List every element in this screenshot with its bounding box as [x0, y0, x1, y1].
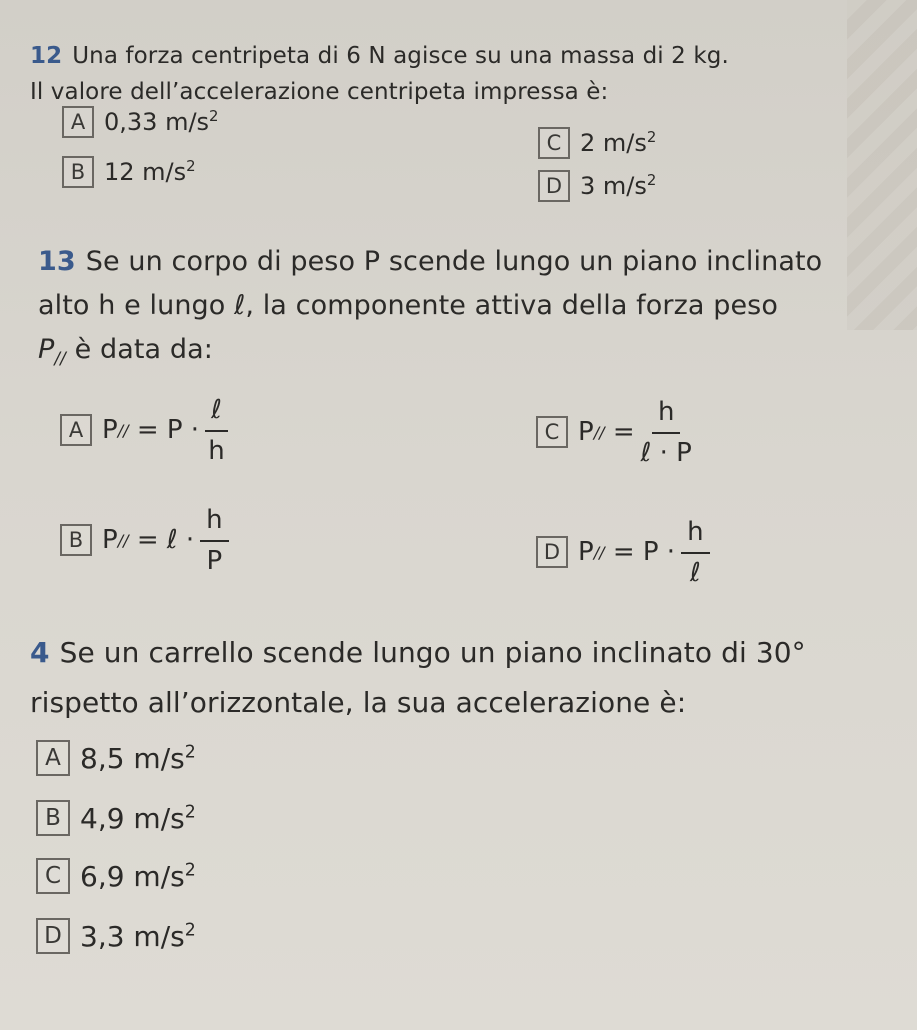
option-value: 3 $m/s^2$ — [580, 171, 657, 200]
question-13-text — [38, 240, 822, 380]
q12-option-d[interactable] — [538, 170, 656, 202]
option-letter: D — [538, 170, 570, 202]
option-letter: A — [62, 106, 94, 138]
q14-option-d[interactable] — [36, 918, 196, 954]
question-14-text — [30, 628, 806, 728]
q14-option-b[interactable] — [36, 800, 196, 836]
question-number: 13 — [38, 246, 76, 277]
option-letter: D — [536, 536, 568, 568]
question-line: Se un carrello scende lungo un piano inclinato di 30° — [59, 636, 806, 669]
page-margin-decoration — [847, 0, 917, 330]
option-letter: B — [60, 524, 92, 556]
q13-option-c[interactable] — [536, 392, 692, 472]
option-value: 12 $m/s^2$ — [104, 157, 196, 186]
q14-option-a[interactable] — [36, 740, 196, 776]
question-line: Se un corpo di peso P scende lungo un piano inclinato — [85, 246, 823, 277]
q12-option-c[interactable] — [538, 127, 656, 159]
option-formula: P // = $\frac{h}{\text{ℓ · P}}$ — [578, 392, 692, 472]
option-letter: A — [60, 414, 92, 446]
question-12-text — [30, 38, 729, 110]
option-letter: B — [62, 156, 94, 188]
q13-option-a[interactable] — [60, 390, 228, 470]
question-line: $P_{//}$ è data da: — [38, 334, 213, 368]
option-letter: B — [36, 800, 70, 836]
q13-option-d[interactable] — [536, 512, 710, 592]
option-letter: C — [36, 858, 70, 894]
question-number: 12 — [30, 43, 63, 69]
q14-option-c[interactable] — [36, 858, 196, 894]
q12-option-a[interactable] — [62, 106, 219, 138]
option-value: 2 $m/s^2$ — [580, 128, 657, 157]
option-formula: P // = P · $\frac{h}{\text{ℓ}}$ — [578, 512, 710, 592]
option-value: 3,3 $m/s^2$ — [80, 919, 196, 953]
option-letter: C — [536, 416, 568, 448]
option-letter: D — [36, 918, 70, 954]
q12-option-b[interactable] — [62, 156, 196, 188]
option-formula: P // = ℓ · $\frac{h}{P}$ — [102, 500, 229, 580]
question-line: alto h e lungo ℓ, la componente attiva della forza peso — [38, 290, 778, 321]
option-formula: P // = P · $\frac{\text{ℓ}}{h}$ — [102, 390, 228, 470]
option-value: 4,9 $m/s^2$ — [80, 801, 196, 835]
question-line: rispetto all’orizzontale, la sua accelerazione è: — [30, 686, 687, 719]
question-line: Il valore dell’accelerazione centripeta impressa è: — [30, 79, 609, 105]
option-letter: C — [538, 127, 570, 159]
option-value: 8,5 $m/s^2$ — [80, 741, 196, 775]
question-number: 4 — [30, 636, 50, 669]
option-letter: A — [36, 740, 70, 776]
q13-option-b[interactable] — [60, 500, 229, 580]
question-line: Una forza centripeta di 6 N agisce su una massa di 2 kg. — [72, 43, 729, 69]
option-value: 6,9 $m/s^2$ — [80, 859, 196, 893]
option-value: 0,33 $m/s^2$ — [104, 107, 219, 136]
